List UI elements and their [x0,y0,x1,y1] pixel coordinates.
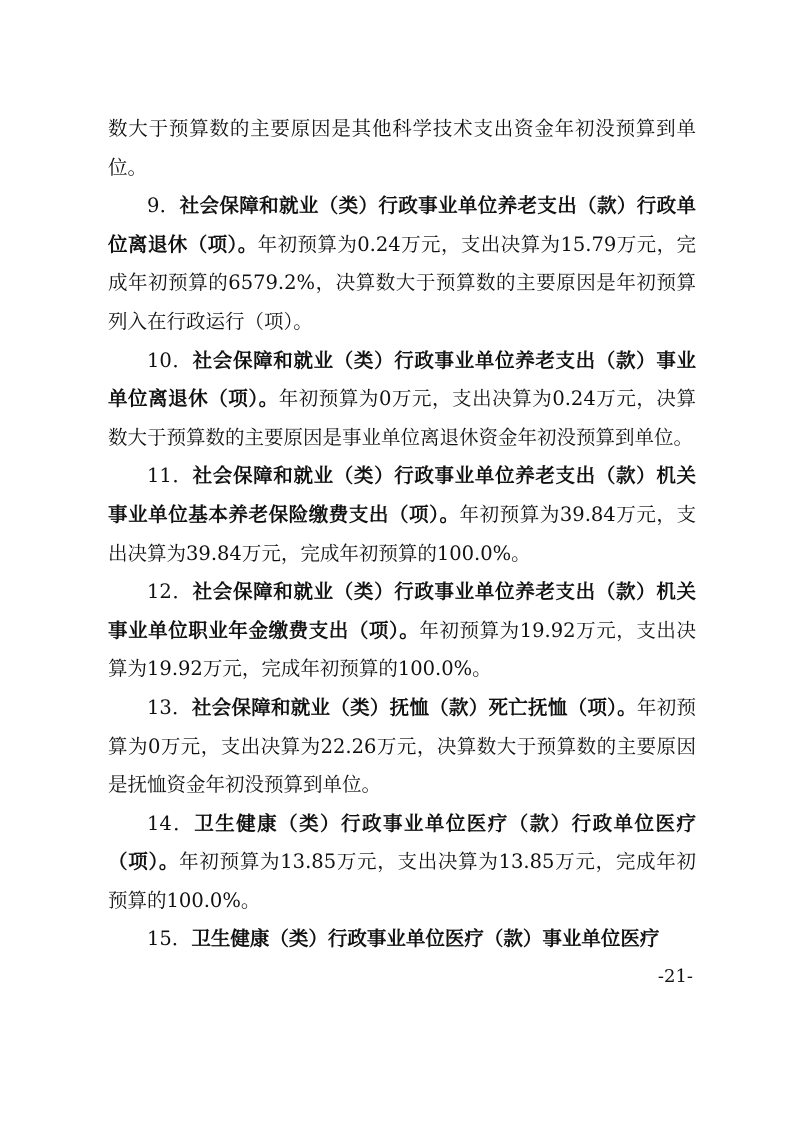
paragraph-item-10 [108,342,696,458]
paragraph-body: 年初预算为0万元，支出决算为0.24万元，决算数大于预算数的主要原因是事业单位离退休资金年初没预算到单位。 [108,387,696,449]
item-heading: 社会保障和就业（类）行政事业单位养老支出（款）行政单位离退休（项）。 [108,194,696,256]
paragraph-item-15 [108,920,696,959]
item-number: 11． [147,464,193,488]
paragraph-item-11 [108,457,696,573]
page-number: -21- [657,966,693,987]
paragraph-body: 年初预算为0万元，支出决算为22.26万元，决算数大于预算数的主要原因是抚恤资金年初没预算到单位。 [108,695,696,797]
paragraph-item-9 [108,187,696,341]
paragraph-body: 年初预算为13.85万元，支出决算为13.85万元，完成年初预算的100.0%。 [108,850,696,912]
item-heading: 卫生健康（类）行政事业单位医疗（款）事业单位医疗 [191,927,660,951]
paragraph-continuation [108,110,696,187]
item-number: 13． [147,695,192,719]
paragraph-body: 年初预算为39.84万元，支出决算为39.84万元，完成年初预算的100.0%。 [108,502,696,565]
item-heading: 卫生健康（类）行政事业单位医疗（款）行政单位医疗（项）。 [108,811,696,874]
item-heading: 社会保障和就业（类）抚恤（款）死亡抚恤（项）。 [191,695,637,719]
item-heading: 社会保障和就业（类）行政事业单位养老支出（款）机关事业单位职业年金缴费支出（项）。 [108,580,696,642]
item-number: 10． [147,348,193,372]
paragraph-item-13 [108,689,696,805]
paragraph-item-12 [108,573,696,689]
item-number: 12． [147,580,193,604]
paragraph-body: 数大于预算数的主要原因是其他科学技术支出资金年初没预算到单位。 [108,117,696,179]
item-number: 9． [147,194,180,218]
body-text [108,110,696,959]
item-heading: 社会保障和就业（类）行政事业单位养老支出（款）机关事业单位基本养老保险缴费支出（项）。 [108,464,696,526]
paragraph-body: 年初预算为19.92万元，支出决算为19.92万元，完成年初预算的100.0%。 [108,618,696,681]
item-heading: 社会保障和就业（类）行政事业单位养老支出（款）事业单位离退休（项）。 [108,348,696,411]
item-number: 14． [147,811,195,835]
paragraph-body: 年初预算为0.24万元，支出决算为15.79万元，完成年初预算的6579.2%，决算数大于预算数的主要原因是年初预算列入在行政运行（项）。 [108,232,696,333]
item-number: 15． [147,927,192,951]
paragraph-item-14 [108,805,696,921]
